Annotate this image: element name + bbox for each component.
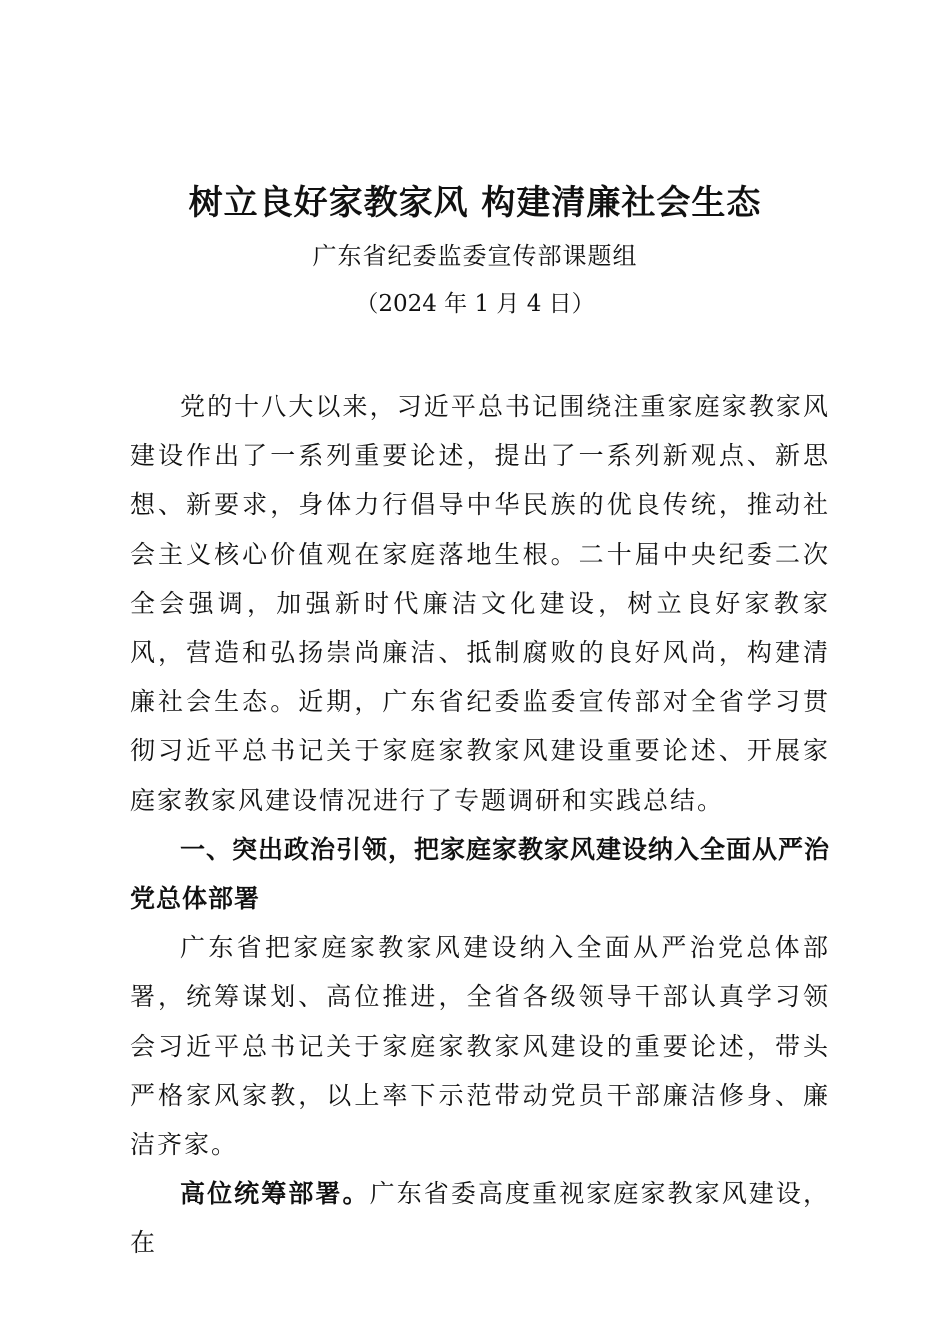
document-date: （2024 年 1 月 4 日） [355,291,595,317]
section-heading: 一、突出政治引领，把家庭家教家风建设纳入全面从严治党总体部署 [130,834,831,914]
section-paragraph: 广东省把家庭家教家风建设纳入全面从严治党总体部署，统筹谋划、高位推进，全省各级领导干部认真学习领会习近平总书记关于家庭家教家风建设的重要论述，带头严格家风家教，以上率下示范带动党员干部廉洁修身、廉洁齐家。 [130,933,830,1160]
intro-paragraph: 党的十八大以来，习近平总书记围绕注重家庭家教家风建设作出了一系列重要论述，提出了一系列新观点、新思想、新要求，身体力行倡导中华民族的优良传统，推动社会主义核心价值观在家庭落地生根。二十届中央纪委二次全会强调，加强新时代廉洁文化建设，树立良好家教家风，营造和弘扬崇尚廉洁、抵制腐败的良好风尚，构建清廉社会生态。近期，广东省纪委监委宣传部对全省学习贯彻习近平总书记关于家庭家教家风建设重要论述、开展家庭家教家风建设情况进行了专题调研和实践总结。 [130,392,830,815]
subsection-text: 广东省委高度重视家庭家教家风建设，在 [130,1179,830,1258]
subsection-lead: 高位统筹部署。 [180,1179,370,1209]
document-body [130,382,830,1268]
subsection-paragraph [130,1169,830,1267]
document-author: 广东省纪委监委宣传部课题组 [312,242,638,270]
document-title: 树立良好家教家风 构建清廉社会生态 [188,183,762,223]
